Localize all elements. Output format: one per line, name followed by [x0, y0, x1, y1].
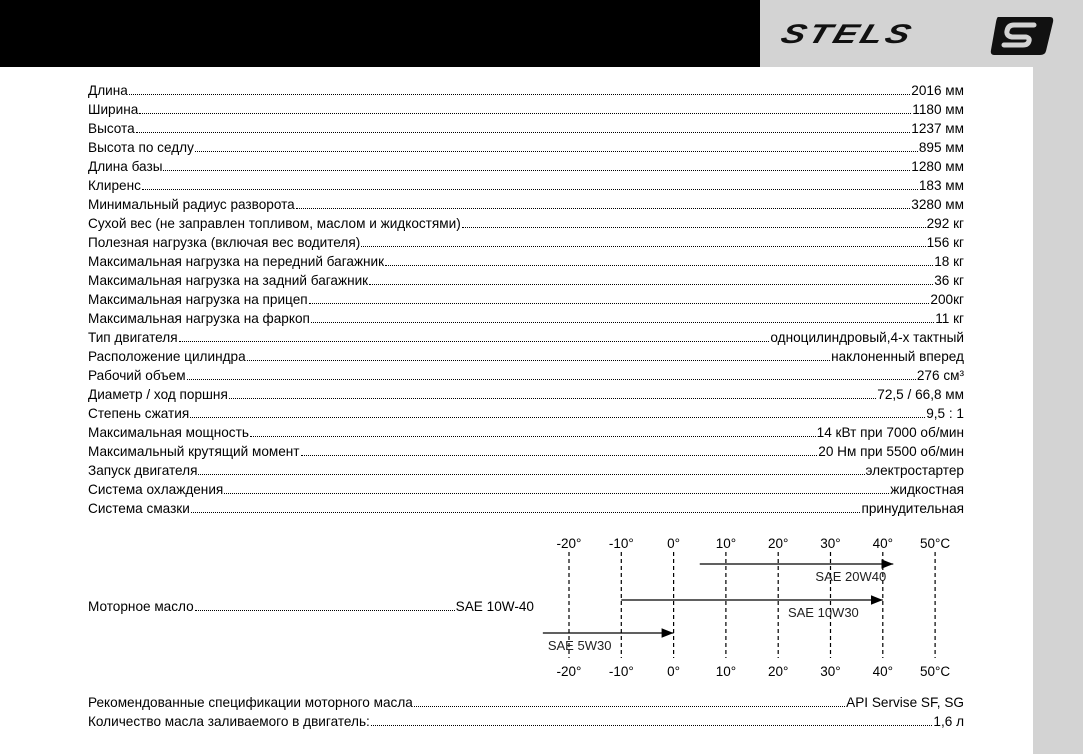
spec-label: Диаметр / ход поршня	[88, 387, 228, 402]
spec-value: 20 Нм при 5500 об/мин	[818, 444, 964, 459]
spec-label: Максимальная нагрузка на задний багажник	[88, 273, 369, 288]
leader-dots	[309, 303, 930, 304]
spec-label: Максимальная нагрузка на передний багажник	[88, 254, 385, 269]
spec-label: Длина	[88, 83, 128, 98]
spec-label: Степень сжатия	[88, 406, 190, 421]
spec-label: Рекомендованные спецификации моторного масла	[88, 695, 413, 710]
spec-value: жидкостная	[890, 482, 964, 497]
spec-label: Полезная нагрузка (включая вес водителя)	[88, 235, 361, 250]
series-label: SAE 20W40	[815, 569, 887, 584]
spec-value: 36 кг	[934, 273, 964, 288]
leader-dots	[369, 284, 933, 285]
spec-value: 200кг	[930, 292, 964, 307]
tick-label-bottom: -10°	[608, 664, 634, 679]
leader-dots	[414, 706, 845, 707]
tick-label-bottom: -20°	[556, 664, 582, 679]
spec-row	[88, 442, 964, 461]
tick-label-top: 50°C	[920, 536, 951, 551]
spec-label: Максимальный крутящий момент	[88, 444, 300, 459]
spec-value: 9,5 : 1	[926, 406, 964, 421]
stels-logo-icon	[988, 13, 1056, 59]
spec-value: 156 кг	[926, 235, 964, 250]
spec-row	[88, 404, 964, 423]
leader-dots	[190, 417, 925, 418]
spec-label: Сухой вес (не заправлен топливом, маслом и жидкостями)	[88, 216, 461, 231]
spec-label: Клиренс	[88, 178, 141, 193]
spec-value: 18 кг	[934, 254, 964, 269]
leader-dots	[187, 379, 916, 380]
leader-dots	[191, 512, 861, 513]
spec-value: электростартер	[865, 463, 964, 478]
spec-label: Максимальная нагрузка на прицеп	[88, 292, 308, 307]
spec-row	[88, 347, 964, 366]
spec-value: 1280 мм	[911, 159, 964, 174]
leader-dots	[195, 151, 918, 152]
spec-row	[88, 423, 964, 442]
spec-row	[88, 328, 964, 347]
leader-dots	[142, 189, 918, 190]
spec-value: 1180 мм	[912, 102, 964, 117]
spec-value: API Servise SF, SG	[846, 695, 964, 710]
spec-label: Высота	[88, 121, 135, 136]
spec-row	[88, 252, 964, 271]
leader-dots	[136, 132, 911, 133]
tick-label-bottom: 10°	[715, 664, 737, 679]
tick-label-top: 20°	[767, 536, 789, 551]
spec-label: Длина базы	[88, 159, 163, 174]
spec-row	[88, 366, 964, 385]
leader-dots	[129, 94, 910, 95]
leader-dots	[229, 398, 876, 399]
leader-dots	[163, 170, 910, 171]
spec-value: 1237 мм	[911, 121, 964, 136]
spec-row	[88, 157, 964, 176]
engine-oil-row	[88, 597, 534, 616]
header-bar	[0, 0, 760, 67]
tick-label-bottom: 50°C	[920, 664, 951, 679]
engine-oil-value: SAE 10W-40	[455, 599, 534, 614]
spec-row	[88, 271, 964, 290]
spec-label: Система охлаждения	[88, 482, 224, 497]
spec-row	[88, 290, 964, 309]
spec-label: Ширина	[88, 102, 139, 117]
spec-row	[88, 712, 964, 731]
spec-row	[88, 233, 964, 252]
spec-row	[88, 309, 964, 328]
leader-dots	[296, 208, 911, 209]
spec-value: одноцилиндровый,4-х тактный	[770, 330, 964, 345]
tick-label-top: -10°	[608, 536, 634, 551]
tick-label-top: 30°	[820, 536, 841, 551]
spec-row	[88, 138, 964, 157]
spec-label: Рабочий объем	[88, 368, 186, 383]
spec-row	[88, 81, 964, 100]
logo-panel	[760, 0, 1083, 67]
side-strip	[1033, 67, 1083, 754]
spec-label: Тип двигателя	[88, 330, 178, 345]
tick-label-top: 10°	[715, 536, 737, 551]
oil-viscosity-chart	[538, 530, 978, 685]
spec-value: 183 мм	[918, 178, 964, 193]
leader-dots	[195, 610, 455, 611]
leader-dots	[385, 265, 933, 266]
spec-label: Минимальный радиус разворота	[88, 197, 295, 212]
spec-row	[88, 176, 964, 195]
spec-label: Расположение цилиндра	[88, 349, 246, 364]
leader-dots	[301, 455, 818, 456]
spec-row	[88, 119, 964, 138]
specs-list	[88, 81, 964, 518]
oil-spec-list	[88, 693, 964, 731]
engine-oil-label: Моторное масло	[88, 599, 194, 614]
tick-label-bottom: 40°	[872, 664, 894, 679]
spec-row	[88, 195, 964, 214]
spec-row	[88, 499, 964, 518]
series-label: SAE 10W30	[787, 605, 859, 620]
spec-row	[88, 693, 964, 712]
spec-value: 292 кг	[926, 216, 964, 231]
spec-row	[88, 100, 964, 119]
leader-dots	[179, 341, 770, 342]
spec-value: принудительная	[861, 501, 964, 516]
spec-value: 1,6 л	[933, 714, 964, 729]
spec-row	[88, 385, 964, 404]
spec-value: 276 см³	[916, 368, 964, 383]
series-label: SAE 5W30	[547, 638, 612, 653]
leader-dots	[250, 436, 816, 437]
spec-value: 11 кг	[935, 311, 964, 326]
spec-value: 895 мм	[918, 140, 964, 155]
spec-value: 14 кВт при 7000 об/мин	[816, 425, 964, 440]
spec-label: Максимальная мощность	[88, 425, 249, 440]
spec-value: 3280 мм	[911, 197, 964, 212]
leader-dots	[139, 113, 911, 114]
leader-dots	[224, 493, 889, 494]
leader-dots	[371, 725, 933, 726]
tick-label-top: 40°	[872, 536, 894, 551]
spec-row	[88, 214, 964, 233]
tick-label-top: 0°	[667, 536, 681, 551]
spec-label: Количество масла заливаемого в двигатель:	[88, 714, 370, 729]
brand-logo-text: STELS	[777, 18, 919, 49]
spec-value: 72,5 / 66,8 мм	[877, 387, 964, 402]
tick-label-bottom: 30°	[820, 664, 841, 679]
spec-label: Высота по седлу	[88, 140, 194, 155]
spec-label: Максимальная нагрузка на фаркоп	[88, 311, 310, 326]
leader-dots	[361, 246, 925, 247]
spec-value: наклоненный вперед	[831, 349, 964, 364]
tick-label-bottom: 20°	[767, 664, 789, 679]
spec-value: 2016 мм	[911, 83, 964, 98]
spec-row	[88, 480, 964, 499]
leader-dots	[247, 360, 830, 361]
spec-label: Система смазки	[88, 501, 190, 516]
spec-label: Запуск двигателя	[88, 463, 198, 478]
spec-row	[88, 461, 964, 480]
leader-dots	[462, 227, 926, 228]
tick-label-bottom: 0°	[667, 664, 681, 679]
leader-dots	[198, 474, 864, 475]
leader-dots	[311, 322, 934, 323]
tick-label-top: -20°	[556, 536, 582, 551]
